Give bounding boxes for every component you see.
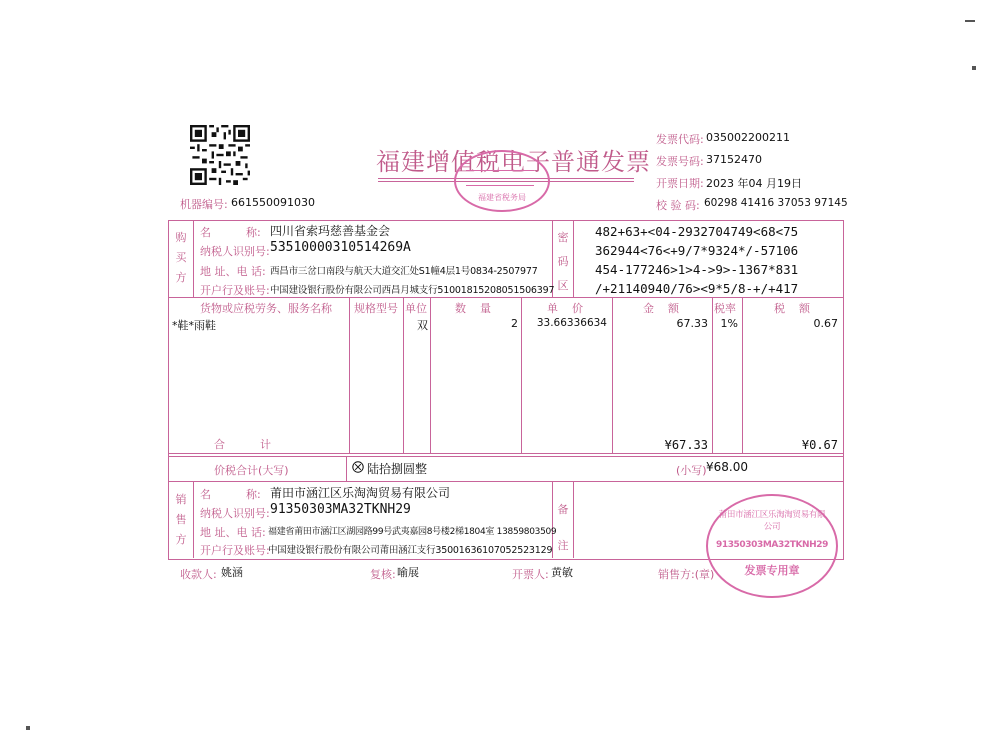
seal-company-name: 莆田市涵江区乐淘淘贸易有限公司 [718,510,826,532]
summary-top-line [168,456,844,457]
seller-name-label: 名 称: [200,488,261,501]
seller-tax-value: 91350303MA32TKNH29 [270,502,411,517]
summary-upper-value: 陆拾捌圆整 [367,462,428,476]
item-rate: 1% [720,317,738,330]
header-tax: 税 额 [774,302,810,315]
seller-address-value: 福建省莆田市涵江区湖园路99号武夷嘉园8号楼2梯1804室 13859803509 [268,527,557,537]
buyer-name-label: 名 称: [200,226,261,239]
buyer-address-value: 西昌市三岔口南段与航天大道交汇处S1幢4层1号0834-2507977 [270,266,538,277]
cipher-line-3: 454-177246>1>4->9>-1367*831 [595,262,799,277]
cipher-side-divider [573,221,574,297]
remarks-side-divider [573,482,574,558]
cross-circle-icon [352,461,364,473]
invoice-date-label: 开票日期: [656,177,704,190]
scan-edge-mark [972,66,976,70]
header-item-name: 货物或应税劳务、服务名称 [200,302,332,315]
invoice-code-label: 发票代码: [656,133,704,146]
machine-number-value: 661550091030 [231,196,315,209]
buyer-side-label: 购 买 方 [175,231,187,284]
seller-seal-label: 销售方:(章) [658,568,715,581]
drawer-label: 开票人: [512,568,549,581]
machine-number-label: 机器编号: [180,198,228,211]
cipher-side-label: 密 码 区 [557,231,569,292]
check-code-label: 校 验 码: [656,199,700,212]
col-unit-divider [403,298,404,453]
remarks-side-label: 备 注 [557,503,569,552]
invoice-number-label: 发票号码: [656,155,704,168]
invoice-title: 福建增值税电子普通发票 [376,148,651,176]
invoice-number-value: 37152470 [706,153,762,166]
header-qty: 数 量 [455,302,491,315]
reviewer-label: 复核: [370,568,396,581]
seller-side-divider [193,482,194,558]
buyer-address-label: 地 址、电 话: [200,265,266,278]
summary-divider [346,457,347,481]
drawer-value: 黄敏 [551,566,573,579]
invoice-code-value: 035002200211 [706,131,790,144]
buyer-tax-label: 纳税人识别号: [200,245,270,258]
item-price: 33.66336634 [536,317,607,329]
total-amount: ¥67.33 [664,438,708,452]
scan-edge-mark [965,20,975,22]
seller-side-label: 销 售 方 [175,493,187,546]
col-spec-divider [349,298,350,453]
reviewer-value: 喻展 [397,566,419,579]
summary-label: 价税合计(大写) [214,464,289,477]
buyer-bank-value: 中国建设银行股份有限公司西昌月城支行51001815208051506397 [270,285,555,296]
header-rate: 税率 [714,302,736,315]
cipher-line-1: 482+63+<04-2932704749<68<75 [595,224,799,239]
item-name: *鞋*雨鞋 [172,319,216,332]
buyer-side-divider [193,221,194,297]
total-tax: ¥0.67 [801,438,838,452]
seller-tax-label: 纳税人识别号: [200,507,270,520]
company-invoice-seal [706,494,838,598]
seal-company-type: 发票专用章 [744,564,800,577]
total-label: 合 计 [214,438,271,451]
header-unit: 单位 [405,302,427,315]
summary-lower-value: ¥68.00 [706,460,748,474]
invoice-date-value: 2023 年04 月19日 [706,177,802,190]
header-amount: 金 额 [643,302,679,315]
seller-bank-label: 开户行及账号: [200,544,270,557]
header-price: 单 价 [547,302,583,315]
buyer-bank-label: 开户行及账号: [200,284,270,297]
summary-bottom-line [168,481,844,482]
seller-address-label: 地 址、电 话: [200,526,266,539]
buyer-tax-value: 53510000310514269A [270,240,411,255]
col-rate-divider [712,298,713,453]
total-top-line [168,453,844,454]
seal-company-tax-id: 91350303MA32TKNH29 [715,540,829,550]
seller-name-value: 莆田市涵江区乐淘淘贸易有限公司 [270,486,451,500]
item-qty: 2 [511,317,518,330]
header-spec: 规格型号 [354,302,398,315]
item-unit: 双 [417,319,428,332]
seller-bank-value: 中国建设银行股份有限公司莆田涵江支行35001636107052523129 [268,545,553,556]
tax-authority-seal [454,150,550,212]
item-amount: 67.33 [676,317,708,330]
scan-edge-mark [26,726,30,730]
seal-inner-oval [466,170,534,186]
payee-value: 姚涵 [221,566,243,579]
cipher-line-2: 362944<76<+9/7*9324*/-57106 [595,243,799,258]
cipher-line-4: /+21140940/76><9*5/8-+/+417 [595,281,799,296]
payee-label: 收款人: [180,568,217,581]
seal-authority-text: 福建省税务局 [478,193,526,202]
check-code-value: 60298 41416 37053 97145 [704,197,848,209]
summary-lower-label: (小写) [676,464,707,477]
item-tax: 0.67 [813,317,838,330]
qr-code-icon [190,124,250,186]
buyer-name-value: 四川省索玛慈善基金会 [270,224,391,238]
